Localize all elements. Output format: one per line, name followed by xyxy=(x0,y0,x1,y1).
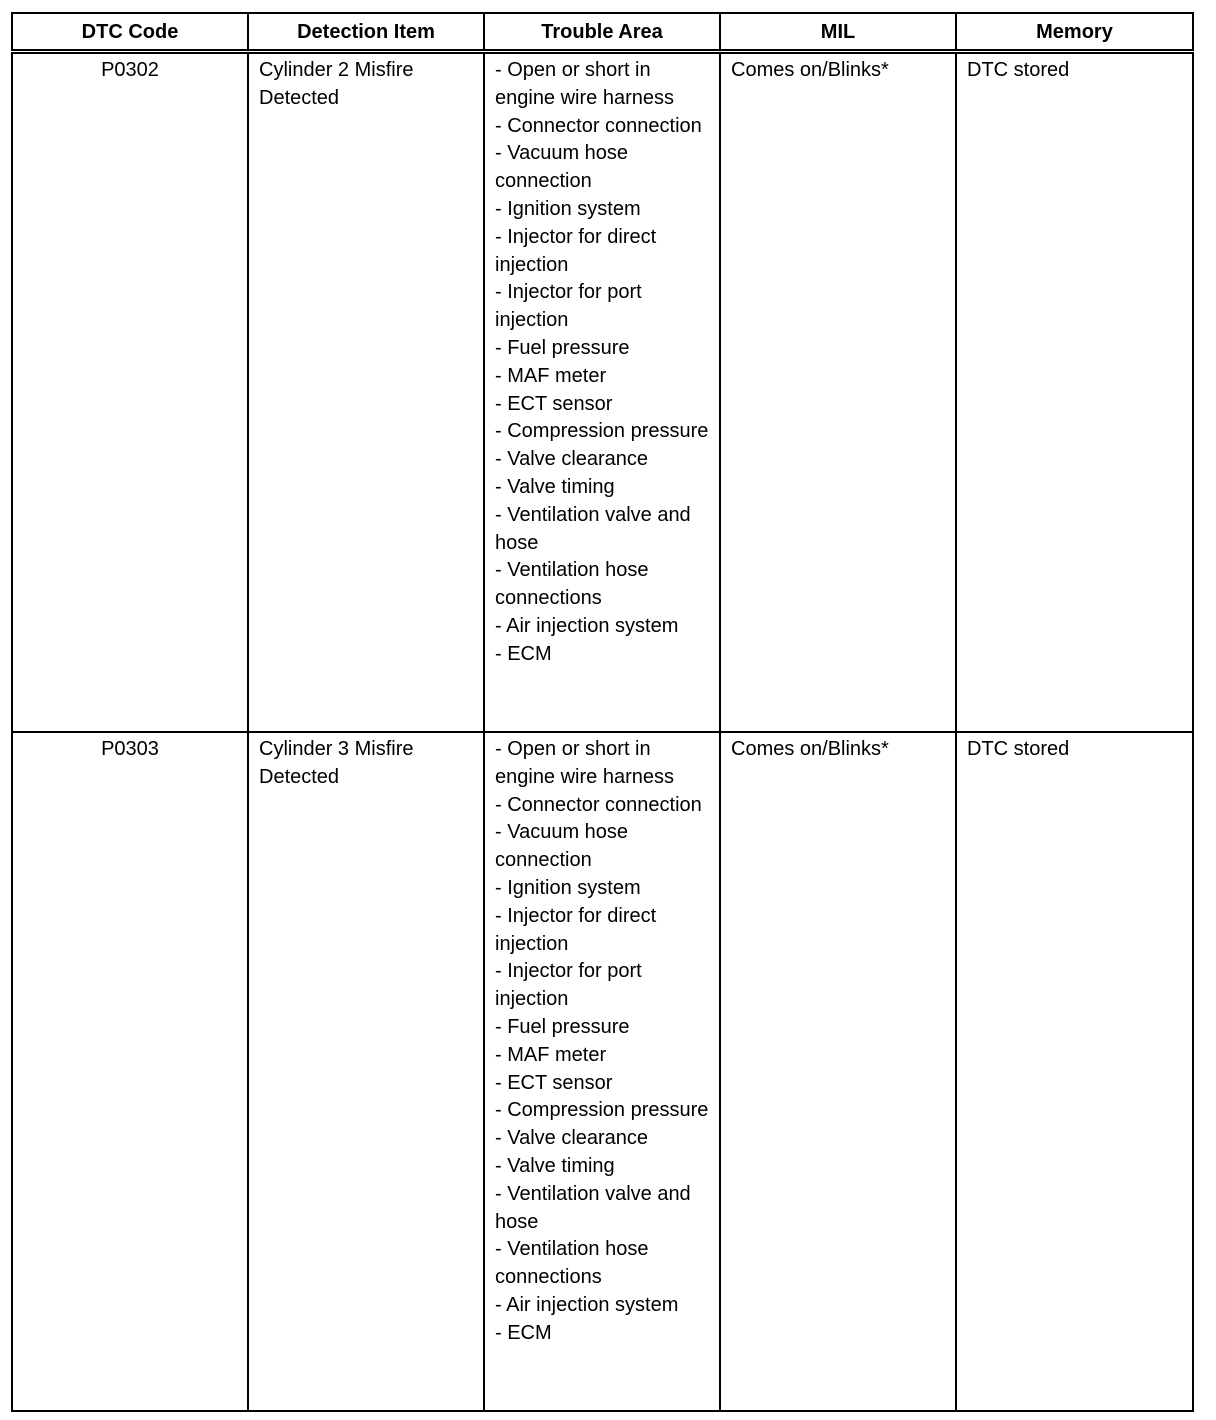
trouble-area-item: - Air injection system xyxy=(495,1293,679,1316)
trouble-area-item: - Ventilation valve and hose xyxy=(495,1182,691,1233)
trouble-area-item: - Compression pressure xyxy=(495,1099,709,1122)
trouble-area-item: - Valve clearance xyxy=(495,1127,649,1150)
trouble-area-item: - Injector for direct injection xyxy=(495,904,657,955)
dtc-code-cell: P0303 xyxy=(12,732,248,1411)
trouble-area-cell xyxy=(484,732,720,1411)
trouble-area-item: - Connector connection xyxy=(495,793,702,816)
trouble-area-item: - Ventilation valve and hose xyxy=(495,503,691,554)
header-memory: Memory xyxy=(956,13,1193,52)
header-detection-item: Detection Item xyxy=(248,13,484,52)
trouble-area-item: - Open or short in engine wire harness xyxy=(495,738,674,788)
trouble-area-item: - Open or short in engine wire harness xyxy=(495,59,674,109)
dtc-code-cell: P0302 xyxy=(12,52,248,733)
trouble-area-item: - Injector for direct injection xyxy=(495,225,657,276)
mil-cell: Comes on/Blinks* xyxy=(720,732,956,1411)
trouble-area-item: - ECM xyxy=(495,642,552,665)
trouble-area-item: - Connector connection xyxy=(495,114,702,137)
trouble-area-item: - Air injection system xyxy=(495,614,679,637)
mil-cell: Comes on/Blinks* xyxy=(720,52,956,733)
trouble-area-cell xyxy=(484,52,720,733)
dtc-table xyxy=(11,12,1194,1412)
trouble-area-item: - Ventilation hose connections xyxy=(495,559,649,610)
trouble-area-item: - MAF meter xyxy=(495,364,607,387)
detection-item-cell: Cylinder 3 Misfire Detected xyxy=(248,732,484,1411)
trouble-area-item: - Fuel pressure xyxy=(495,336,630,359)
trouble-area-item: - Valve timing xyxy=(495,1154,615,1177)
table-row xyxy=(12,52,1193,733)
table-row xyxy=(12,732,1193,1411)
trouble-area-item: - Vacuum hose connection xyxy=(495,142,629,193)
header-trouble-area: Trouble Area xyxy=(484,13,720,52)
table-header-row xyxy=(12,13,1193,52)
header-dtc-code: DTC Code xyxy=(12,13,248,52)
trouble-area-item: - Ignition system xyxy=(495,197,641,220)
trouble-area-item: - Fuel pressure xyxy=(495,1015,630,1038)
trouble-area-item: - Valve timing xyxy=(495,475,615,498)
trouble-area-item: - Vacuum hose connection xyxy=(495,821,629,872)
memory-cell: DTC stored xyxy=(956,732,1193,1411)
trouble-area-item: - ECT sensor xyxy=(495,1071,613,1094)
trouble-area-item: - ECM xyxy=(495,1321,552,1344)
trouble-area-item: - Injector for port injection xyxy=(495,960,642,1011)
trouble-area-item: - Compression pressure xyxy=(495,420,709,443)
trouble-area-item: - MAF meter xyxy=(495,1043,607,1066)
header-mil: MIL xyxy=(720,13,956,52)
detection-item-cell: Cylinder 2 Misfire Detected xyxy=(248,52,484,733)
trouble-area-item: - ECT sensor xyxy=(495,392,613,415)
trouble-area-list xyxy=(495,736,709,1348)
trouble-area-item: - Valve clearance xyxy=(495,448,649,471)
memory-cell: DTC stored xyxy=(956,52,1193,733)
trouble-area-item: - Ventilation hose connections xyxy=(495,1238,649,1289)
trouble-area-item: - Ignition system xyxy=(495,876,641,899)
trouble-area-list xyxy=(495,57,709,669)
trouble-area-item: - Injector for port injection xyxy=(495,281,642,332)
